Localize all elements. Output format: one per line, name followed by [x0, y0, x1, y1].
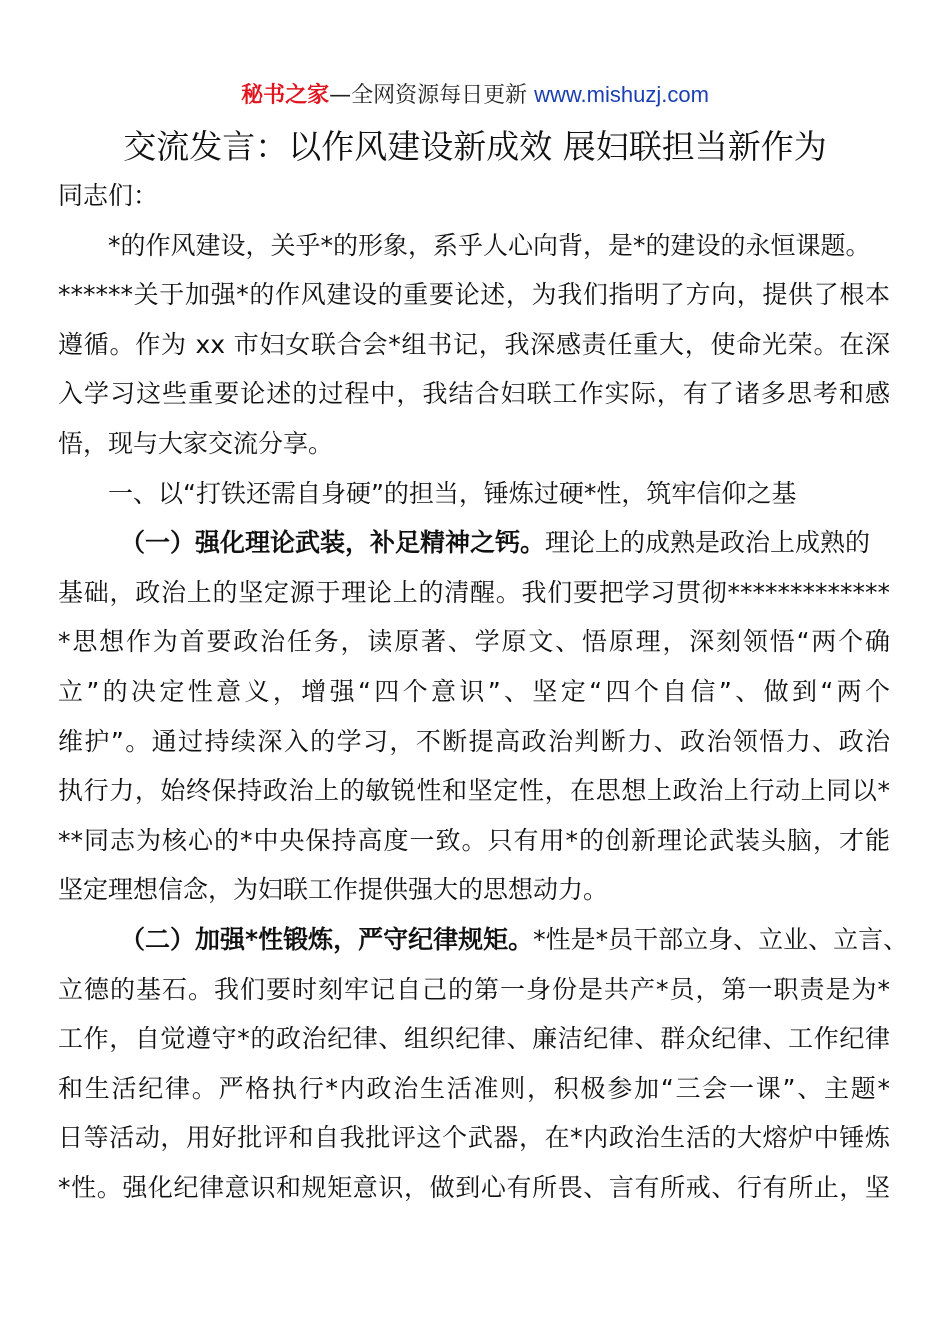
section-heading: 一、以“打铁还需自身硬”的担当，锤炼过硬*性，筑牢信仰之基 — [108, 478, 797, 508]
header-tagline: —全网资源每日更新 — [329, 83, 535, 108]
intro-line: *的作风建设，关乎*的形象，系乎人心向背，是*的建设的永恒课题。 — [108, 230, 871, 260]
para2-lead: （二）加强*性锻炼，严守纪律规矩。 — [120, 924, 534, 954]
intro-line: ******关于加强*的作风建设的重要论述，为我们指明了方向，提供了根本 — [58, 280, 890, 310]
greeting: 同志们： — [58, 181, 159, 210]
para1-lead: （一）强化理论武装，补足精神之钙。 — [120, 528, 546, 558]
intro-line: 入学习这些重要论述的过程中，我结合妇联工作实际，有了诸多思考和感 — [58, 379, 890, 409]
para2-line: *性。强化纪律意识和规矩意识，做到心有所畏、言有所戒、行有所止，坚 — [58, 1172, 890, 1202]
intro-line: 遵循。作为 xx 市妇女联合会*组书记，我深感责任重大，使命光荣。在深 — [58, 329, 890, 359]
para1-line: 维护”。通过持续深入的学习，不断提高政治判断力、政治领悟力、政治 — [58, 726, 890, 756]
para1-line: 执行力，始终保持政治上的敏锐性和坚定性，在思想上政治上行动上同以* — [58, 776, 890, 806]
para2-line: 工作，自觉遵守*的政治纪律、组织纪律、廉洁纪律、群众纪律、工作纪律 — [58, 1024, 890, 1054]
document-title: 交流发言：以作风建设新成效 展妇联担当新作为 — [123, 127, 827, 166]
para1-first-rest: 理论上的成熟是政治上成熟的 — [545, 528, 871, 558]
para2-first-rest: *性是*员干部立身、立业、立言、 — [533, 924, 909, 954]
para1-first-line — [58, 518, 890, 568]
site-header — [0, 80, 950, 111]
para1-line: *思想作为首要政治任务，读原著、学原文、悟原理，深刻领悟“两个确 — [58, 627, 890, 657]
site-url[interactable]: www.mishuzj.com — [534, 82, 709, 107]
para1-line: 坚定理想信念，为妇联工作提供强大的思想动力。 — [58, 875, 609, 905]
para2-first-line — [58, 915, 909, 965]
para2-line: 立德的基石。我们要时刻牢记自己的第一身份是共产*员，第一职责是为* — [58, 974, 890, 1004]
para1-line: 基础，政治上的坚定源于理论上的清醒。我们要把学习贯彻************* — [58, 577, 890, 607]
document-body — [58, 171, 909, 1212]
para2-line: 和生活纪律。严格执行*内政治生活准则，积极参加“三会一课”、主题* — [58, 1073, 890, 1103]
para1-line: **同志为核心的*中央保持高度一致。只有用*的创新理论武装头脑，才能 — [58, 825, 890, 855]
intro-line: 悟，现与大家交流分享。 — [58, 428, 334, 458]
brand-name: 秘书之家 — [241, 83, 330, 108]
para1-line: 立”的决定性意义，增强“四个意识”、坚定“四个自信”、做到“两个 — [58, 676, 890, 706]
para2-line: 日等活动，用好批评和自我批评这个武器，在*内政治生活的大熔炉中锤炼 — [58, 1123, 890, 1153]
